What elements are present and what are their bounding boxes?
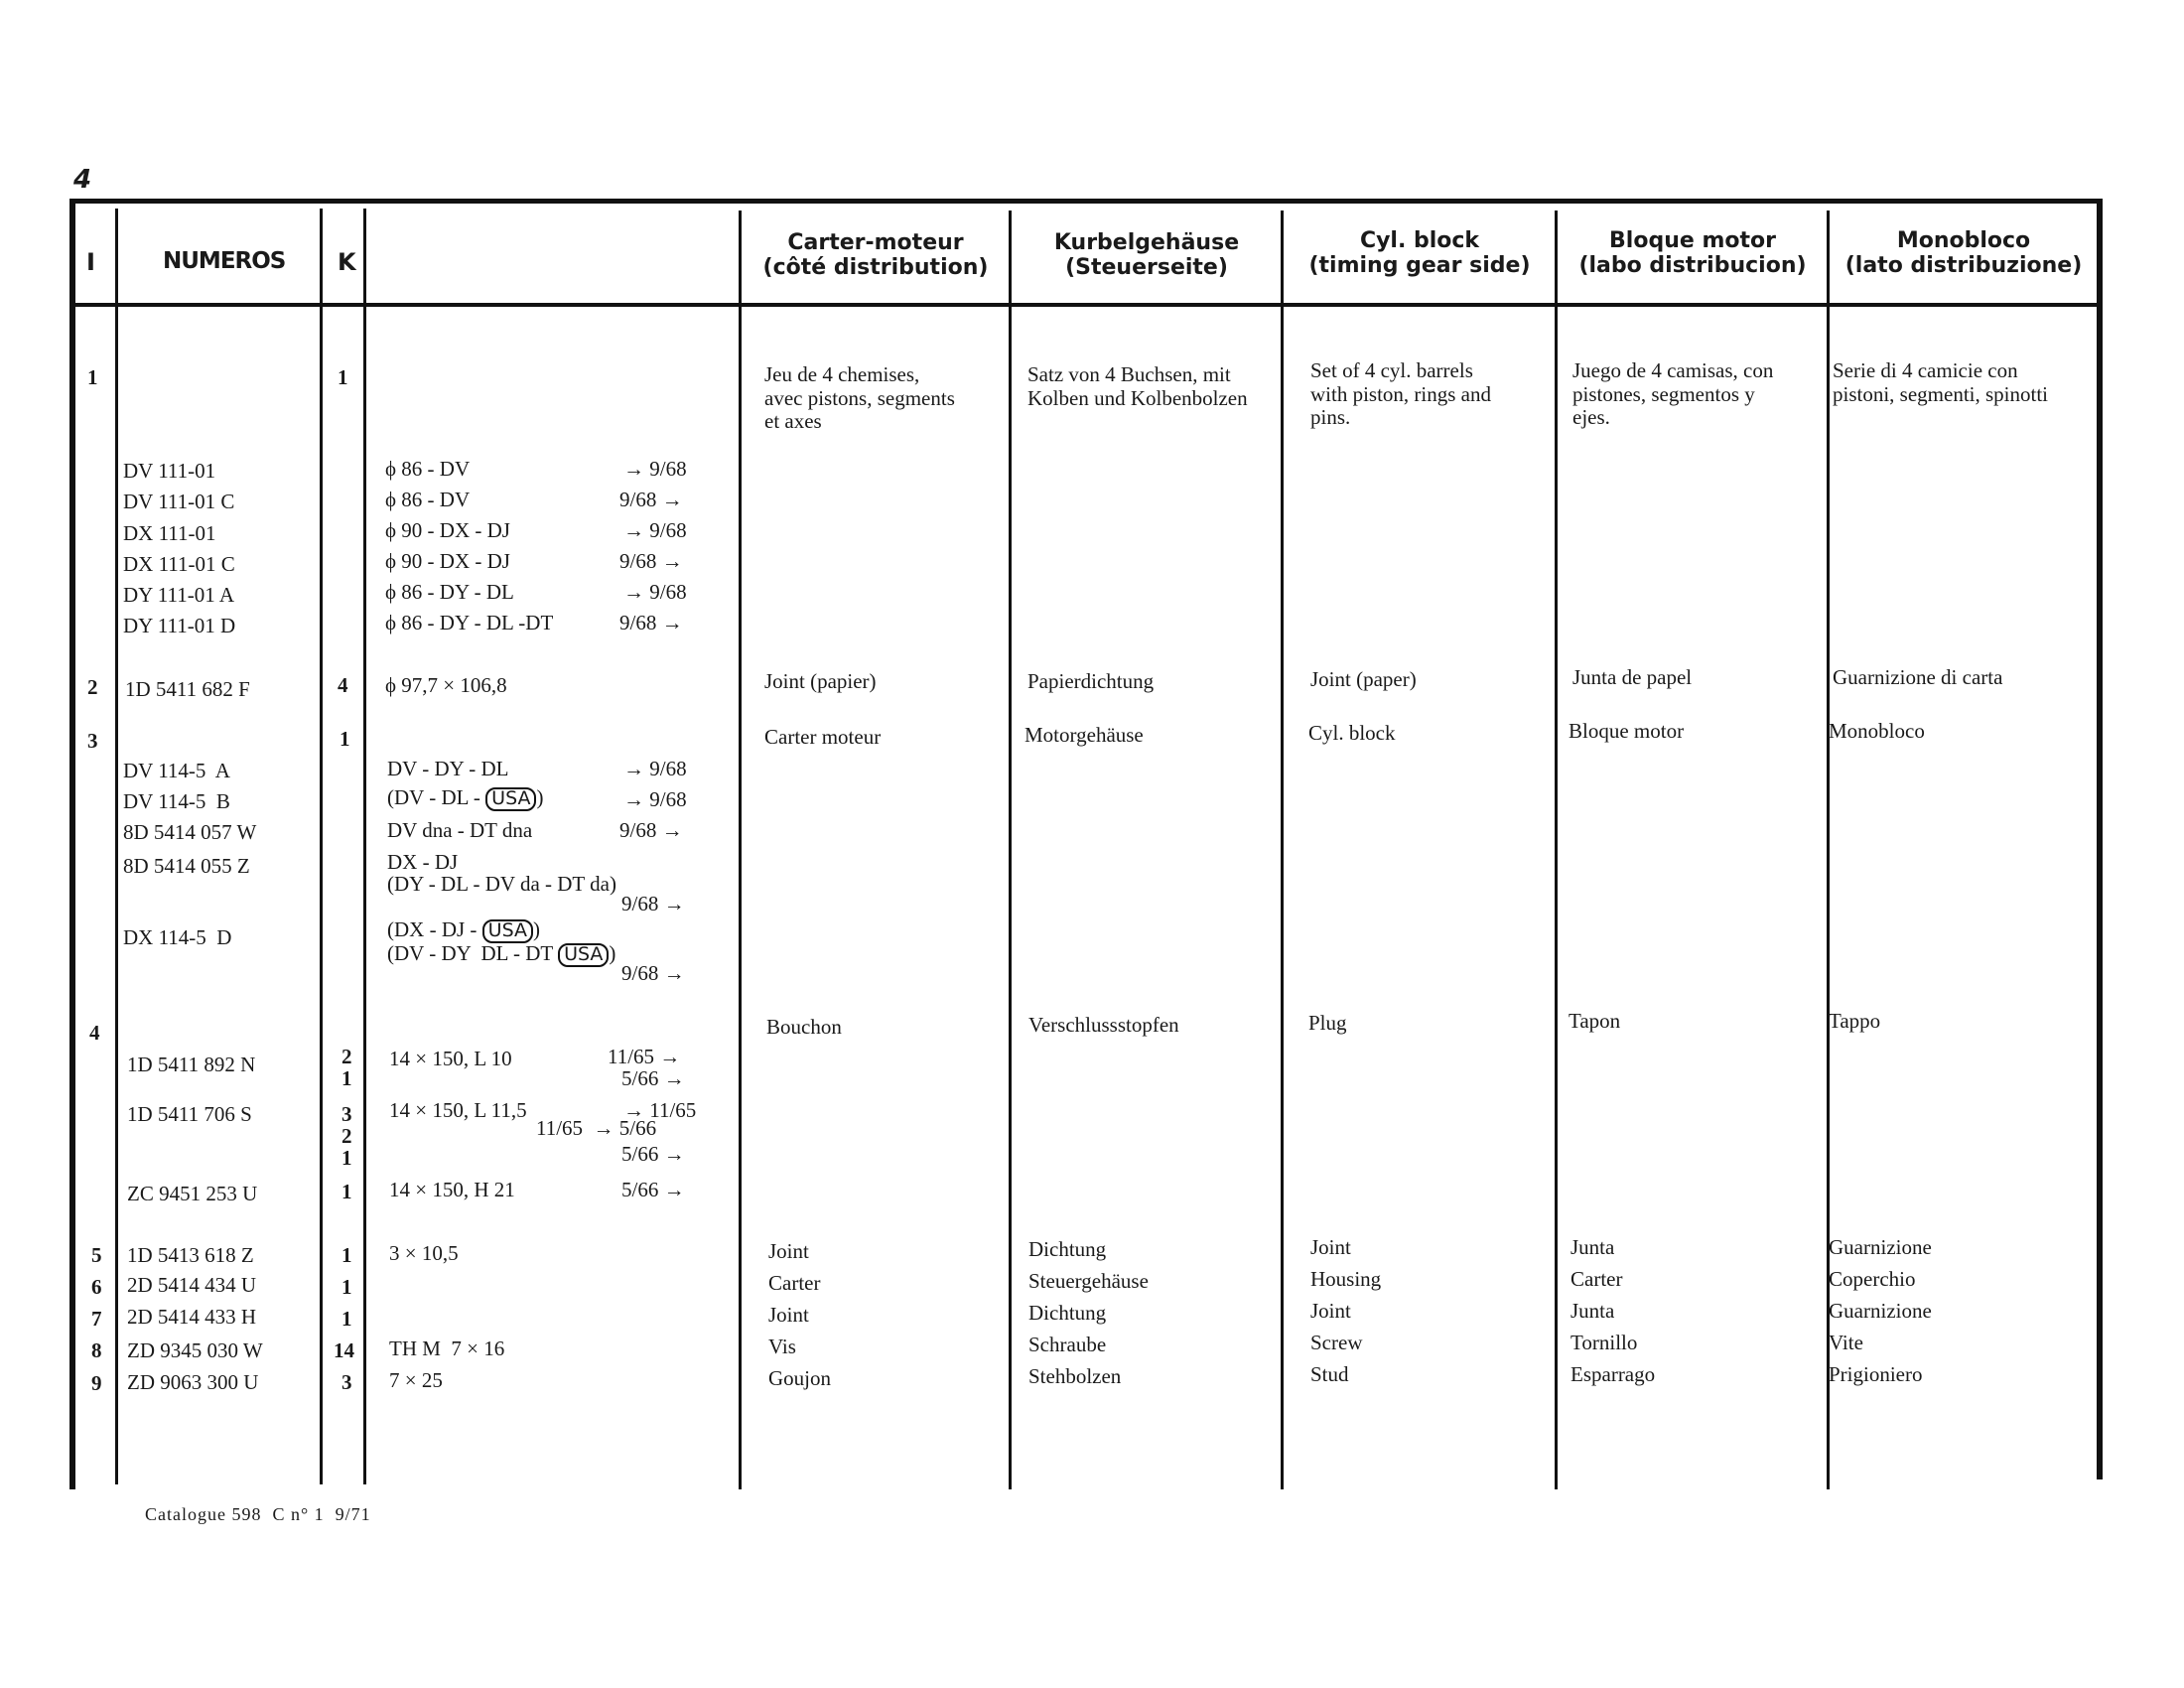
col-sep-index bbox=[115, 209, 118, 1484]
row-desc-it: Monobloco bbox=[1829, 719, 1925, 743]
row-desc-de: Steuergehäuse bbox=[1028, 1269, 1149, 1293]
row-desc-fr: Bouchon bbox=[766, 1015, 842, 1039]
qty-k: 2 bbox=[341, 1045, 352, 1068]
row-k: 1 bbox=[341, 1275, 352, 1299]
qty-k: 1 bbox=[341, 1180, 352, 1203]
part-spec: DX - DJ bbox=[387, 850, 459, 874]
part-number: DY 111-01 A bbox=[123, 583, 234, 607]
usa-stamp: USA bbox=[482, 919, 533, 943]
row-index: 6 bbox=[91, 1275, 102, 1299]
part-date: 5/66 → bbox=[621, 1066, 685, 1090]
part-spec: TH M 7 × 16 bbox=[389, 1336, 505, 1360]
row-index: 8 bbox=[91, 1338, 102, 1362]
part-number: ZD 9063 300 U bbox=[127, 1370, 259, 1394]
part-number: 8D 5414 057 W bbox=[123, 820, 257, 844]
part-spec: ϕ 90 - DX - DJ bbox=[385, 518, 510, 542]
part-number: 1D 5411 892 N bbox=[127, 1053, 256, 1076]
part-spec: ϕ 86 - DY - DL -DT bbox=[385, 611, 554, 634]
row-desc-en: Set of 4 cyl. barrels with piston, rings and pins. bbox=[1310, 358, 1491, 430]
row-desc-fr: Goujon bbox=[768, 1366, 831, 1390]
row-desc-fr: Joint bbox=[768, 1239, 809, 1263]
part-spec: ϕ 86 - DV bbox=[385, 488, 471, 511]
qty-k: 1 bbox=[341, 1146, 352, 1170]
part-number: 1D 5413 618 Z bbox=[127, 1243, 254, 1267]
row-index: 9 bbox=[91, 1371, 102, 1395]
part-number: DV 114-5 B bbox=[123, 789, 230, 813]
part-date: 9/68 → bbox=[621, 892, 685, 915]
part-spec: DV - DY - DL bbox=[387, 757, 509, 780]
header-en: Cyl. block (timing gear side) bbox=[1308, 228, 1531, 279]
part-date: → 9/68 bbox=[623, 457, 687, 481]
part-spec-text: (DX - DJ - bbox=[387, 917, 482, 941]
part-date: 9/68 → bbox=[619, 549, 683, 573]
part-spec: 14 × 150, H 21 bbox=[389, 1178, 515, 1201]
part-number: 2D 5414 433 H bbox=[127, 1305, 257, 1329]
row-desc-de: Verschlussstopfen bbox=[1028, 1013, 1179, 1037]
part-date: → 9/68 bbox=[623, 518, 687, 542]
row-desc-en: Housing bbox=[1310, 1267, 1382, 1291]
catalogue-footer: Catalogue 598 C n° 1 9/71 bbox=[145, 1504, 371, 1524]
part-spec bbox=[387, 919, 540, 943]
row-desc-de: Schraube bbox=[1028, 1333, 1107, 1356]
part-date: 9/68 → bbox=[619, 818, 683, 842]
col-sep-fr bbox=[1009, 211, 1012, 1489]
header-bottom-border bbox=[69, 303, 2103, 307]
row-desc-de: Motorgehäuse bbox=[1024, 723, 1144, 747]
part-date: → 9/68 bbox=[623, 787, 687, 811]
col-sep-es bbox=[1827, 211, 1830, 1489]
part-spec: 3 × 10,5 bbox=[389, 1241, 459, 1265]
part-date: 5/66 → bbox=[621, 1178, 685, 1201]
row-k: 14 bbox=[334, 1338, 354, 1362]
row-desc-es: Tapon bbox=[1569, 1009, 1621, 1033]
part-number: DX 111-01 bbox=[123, 521, 216, 545]
table-right-border bbox=[2097, 199, 2103, 1479]
part-spec: ϕ 86 - DY - DL bbox=[385, 580, 514, 604]
part-spec: 7 × 25 bbox=[389, 1368, 443, 1392]
row-desc-it: Guarnizione bbox=[1829, 1299, 1932, 1323]
part-number: DV 111-01 bbox=[123, 459, 216, 483]
part-number: DV 114-5 A bbox=[123, 759, 230, 782]
part-date: 9/68 → bbox=[619, 611, 683, 634]
row-desc-it: Tappo bbox=[1829, 1009, 1881, 1033]
part-date: → 11/65 bbox=[623, 1098, 697, 1122]
col-sep-k bbox=[363, 209, 366, 1484]
part-spec-text: ) bbox=[609, 941, 616, 965]
part-spec: ϕ 97,7 × 106,8 bbox=[385, 673, 507, 697]
part-number: DX 114-5 D bbox=[123, 925, 232, 949]
col-sep-numeros bbox=[320, 209, 323, 1484]
row-desc-fr: Joint bbox=[768, 1303, 809, 1327]
part-spec: 14 × 150, L 11,5 bbox=[389, 1098, 527, 1122]
part-number: DV 111-01 C bbox=[123, 490, 235, 513]
row-index: 3 bbox=[87, 729, 98, 753]
part-spec bbox=[387, 787, 543, 811]
row-index: 1 bbox=[87, 365, 98, 389]
table-left-border bbox=[69, 199, 75, 1489]
part-number: 2D 5414 434 U bbox=[127, 1273, 257, 1297]
row-desc-fr: Carter moteur bbox=[764, 725, 882, 749]
row-desc-en: Joint bbox=[1310, 1235, 1351, 1259]
row-desc-es: Junta de papel bbox=[1572, 665, 1693, 689]
row-desc-it: Coperchio bbox=[1829, 1267, 1916, 1291]
row-desc-es: Bloque motor bbox=[1569, 719, 1685, 743]
page-number: 4 bbox=[73, 165, 92, 195]
part-date: 11/65 → 5/66 bbox=[536, 1116, 657, 1140]
col-sep-desc bbox=[739, 211, 742, 1489]
row-k: 3 bbox=[341, 1370, 352, 1394]
row-desc-de: Dichtung bbox=[1028, 1237, 1107, 1261]
part-number: ZC 9451 253 U bbox=[127, 1182, 258, 1205]
row-desc-it: Prigioniero bbox=[1829, 1362, 1923, 1386]
part-spec-text: ) bbox=[532, 917, 540, 941]
row-desc-es: Juego de 4 camisas, con pistones, segmentos y ejes. bbox=[1572, 358, 1774, 430]
row-desc-de: Stehbolzen bbox=[1028, 1364, 1122, 1388]
row-desc-es: Tornillo bbox=[1570, 1331, 1638, 1354]
part-number: 1D 5411 706 S bbox=[127, 1102, 252, 1126]
qty-k: 3 bbox=[341, 1102, 352, 1126]
part-number: 1D 5411 682 F bbox=[125, 677, 250, 701]
row-desc-it: Vite bbox=[1829, 1331, 1863, 1354]
part-spec-line2 bbox=[387, 943, 615, 967]
row-k: 1 bbox=[338, 365, 348, 389]
row-desc-es: Junta bbox=[1570, 1235, 1615, 1259]
qty-k: 2 bbox=[341, 1124, 352, 1148]
row-desc-es: Carter bbox=[1570, 1267, 1623, 1291]
row-index: 5 bbox=[91, 1243, 102, 1267]
row-k: 4 bbox=[338, 673, 348, 697]
row-desc-fr: Jeu de 4 chemises, avec pistons, segments et axes bbox=[764, 362, 955, 434]
row-desc-de: Dichtung bbox=[1028, 1301, 1107, 1325]
row-desc-en: Stud bbox=[1310, 1362, 1349, 1386]
col-sep-de bbox=[1281, 211, 1284, 1489]
part-spec: DV dna - DT dna bbox=[387, 818, 533, 842]
row-desc-it: Guarnizione di carta bbox=[1833, 665, 2003, 689]
header-es: Bloque motor (labo distribucion) bbox=[1578, 228, 1807, 279]
row-desc-en: Plug bbox=[1308, 1011, 1347, 1035]
table-top-border bbox=[69, 199, 2103, 204]
usa-stamp: USA bbox=[485, 787, 536, 811]
row-k: 1 bbox=[341, 1307, 352, 1331]
part-date: → 9/68 bbox=[623, 580, 687, 604]
part-spec-text: ) bbox=[536, 785, 544, 809]
row-desc-en: Cyl. block bbox=[1308, 721, 1396, 745]
row-desc-en: Joint (paper) bbox=[1310, 667, 1417, 691]
part-date: 9/68 → bbox=[621, 961, 685, 985]
col-sep-en bbox=[1555, 211, 1558, 1489]
part-spec: 14 × 150, L 10 bbox=[389, 1047, 512, 1070]
part-number: DX 111-01 C bbox=[123, 552, 235, 576]
row-desc-en: Screw bbox=[1310, 1331, 1363, 1354]
header-it: Monobloco (lato distribuzione) bbox=[1844, 228, 2083, 279]
part-number: DY 111-01 D bbox=[123, 614, 236, 637]
header-numeros: NUMEROS bbox=[163, 248, 286, 274]
row-desc-de: Satz von 4 Buchsen, mit Kolben und Kolbenbolzen bbox=[1027, 362, 1248, 410]
row-k: 1 bbox=[340, 727, 350, 751]
header-index: I bbox=[86, 248, 95, 276]
part-spec: ϕ 90 - DX - DJ bbox=[385, 549, 510, 573]
row-index: 4 bbox=[89, 1021, 100, 1045]
row-k: 1 bbox=[341, 1243, 352, 1267]
row-desc-fr: Carter bbox=[768, 1271, 821, 1295]
row-index: 7 bbox=[91, 1307, 102, 1331]
row-index: 2 bbox=[87, 675, 98, 699]
row-desc-it: Serie di 4 camicie con pistoni, segmenti, spinotti bbox=[1833, 358, 2049, 406]
part-number: ZD 9345 030 W bbox=[127, 1338, 263, 1362]
part-date: 9/68 → bbox=[619, 488, 683, 511]
row-desc-fr: Vis bbox=[768, 1335, 796, 1358]
row-desc-de: Papierdichtung bbox=[1027, 669, 1155, 693]
row-desc-en: Joint bbox=[1310, 1299, 1351, 1323]
row-desc-es: Esparrago bbox=[1570, 1362, 1656, 1386]
usa-stamp: USA bbox=[558, 943, 609, 967]
header-fr: Carter-moteur (côté distribution) bbox=[762, 230, 989, 281]
row-desc-fr: Joint (papier) bbox=[764, 669, 877, 693]
header-k: K bbox=[338, 248, 356, 276]
part-spec-line2: (DY - DL - DV da - DT da) bbox=[387, 872, 616, 896]
row-desc-it: Guarnizione bbox=[1829, 1235, 1932, 1259]
part-date: 11/65 → bbox=[608, 1045, 681, 1068]
part-number: 8D 5414 055 Z bbox=[123, 854, 250, 878]
part-date: 5/66 → bbox=[621, 1142, 685, 1166]
part-date: → 9/68 bbox=[623, 757, 687, 780]
part-spec-text: (DV - DL - bbox=[387, 785, 486, 809]
header-de: Kurbelgehäuse (Steuerseite) bbox=[1053, 230, 1240, 281]
row-desc-es: Junta bbox=[1570, 1299, 1615, 1323]
qty-k: 1 bbox=[341, 1066, 352, 1090]
part-spec-text: (DV - DY DL - DT bbox=[387, 941, 559, 965]
part-spec: ϕ 86 - DV bbox=[385, 457, 471, 481]
